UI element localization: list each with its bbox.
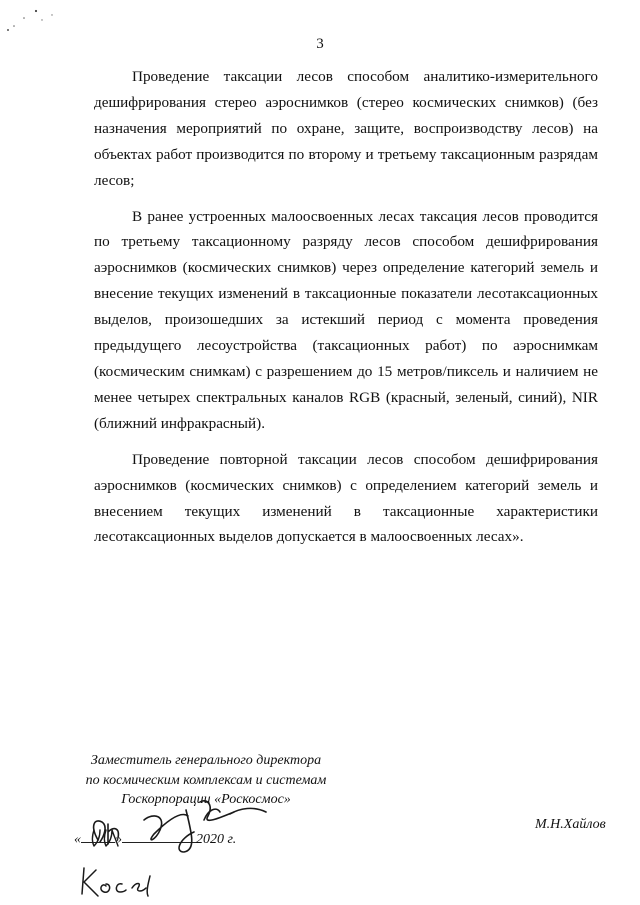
signer-position-line-1: Заместитель генерального директора <box>90 753 322 768</box>
body-text <box>94 64 598 560</box>
paragraph-1: Проведение таксации лесов способом аналитико-измерительного дешифрирования стерео аэроснимков (стерео космических снимков) (без назначения мероприятий по охране, защите, воспроизводству лесов) на объектах работ производится по второму и третьему таксационным разрядам лесов; <box>94 68 598 189</box>
signer-position-line-2: по космическим комплексам и системам <box>85 772 327 788</box>
signer-position-line-3: Госкорпорации «Роскосмос» <box>121 792 291 807</box>
date-open-quote: « <box>74 832 81 847</box>
handwritten-initials <box>76 862 166 902</box>
scan-specks <box>0 0 640 40</box>
paragraph-3: Проведение повторной таксации лесов способом дешифрирования аэроснимков (космических снимков) с определением категорий земель и внесением текущих изменений в таксационные характеристики лесотаксационных выделов допускается в малоосвоенных лесах». <box>94 450 598 546</box>
handwritten-day <box>88 826 124 850</box>
date-year: 2020 г. <box>196 832 237 847</box>
page-number: 3 <box>316 36 324 52</box>
signer-name: М.Н.Хайлов <box>535 817 606 832</box>
paragraph-2: В ранее устроенных малоосвоенных лесах таксация лесов проводится по третьему таксационному разряду лесов способом дешифрирования аэроснимков (космических снимков) через определение категорий земель и внесение текущих изменений в таксационные показатели лесотаксационных выделов, произошедших за истекший период с момента проведения предыдущего лесоустройства (таксационных работ) по аэроснимкам (космическим снимкам) с разрешением до 15 метров/пиксель и наличием не менее четырех спектральных каналов RGB (красный, зеленый, синий), NIR (ближний инфракрасный). <box>94 207 598 432</box>
date-close-quote: » <box>115 832 122 847</box>
